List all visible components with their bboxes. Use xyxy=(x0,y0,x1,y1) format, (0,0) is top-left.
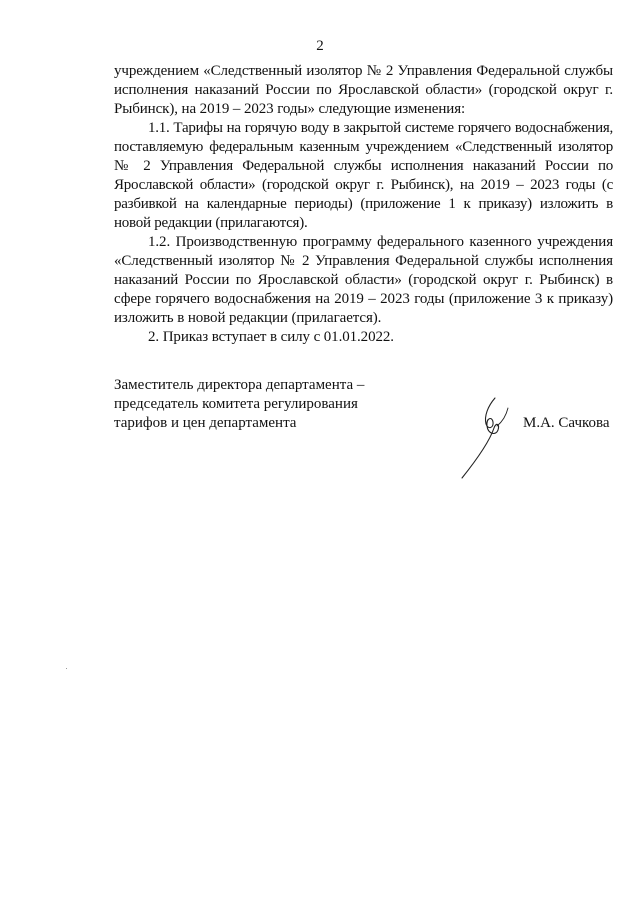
signatory-position-line: Заместитель директора департамента – xyxy=(114,377,365,393)
handwritten-signature xyxy=(450,392,530,484)
margin-mark xyxy=(66,668,67,669)
paragraph-continuation: учреждением «Следственный изолятор № 2 Управления Федеральной службы исполнения наказаний России по Ярославской области» (городской округ г. Рыбинск), на 2019 – 2023 годы» следующие изменения: xyxy=(114,63,613,117)
paragraph-item-2: 2. Приказ вступает в силу с 01.01.2022. xyxy=(148,329,394,345)
signatory-name: М.А. Сачкова xyxy=(523,415,610,431)
document-body xyxy=(114,62,613,347)
page-number: 2 xyxy=(316,38,324,54)
paragraph-item-1-2: 1.2. Производственную программу федерального казенного учреждения «Следственный изолятор № 2 Управления Федеральной службы исполнения наказаний России по Ярославской области» (городской округ г. Рыбинск) в сфере горячего водоснабжения на 2019 – 2023 годы (приложение 3 к приказу) изложить в новой редакции (прилагается). xyxy=(114,234,613,326)
paragraph-item-1-1: 1.1. Тарифы на горячую воду в закрытой системе горячего водоснабжения, поставляемую федеральным казенным учреждением «Следственный изолятор № 2 Управления Федеральной службы исполнения наказаний России по Ярославской области» (городской округ г. Рыбинск), на 2019 – 2023 годы (с разбивкой на календарные периоды) (приложение 1 к приказу) изложить в новой редакции (прилагаются). xyxy=(114,120,613,231)
signatory-position-line: тарифов и цен департамента xyxy=(114,415,297,431)
signatory-position-line: председатель комитета регулирования xyxy=(114,396,358,412)
